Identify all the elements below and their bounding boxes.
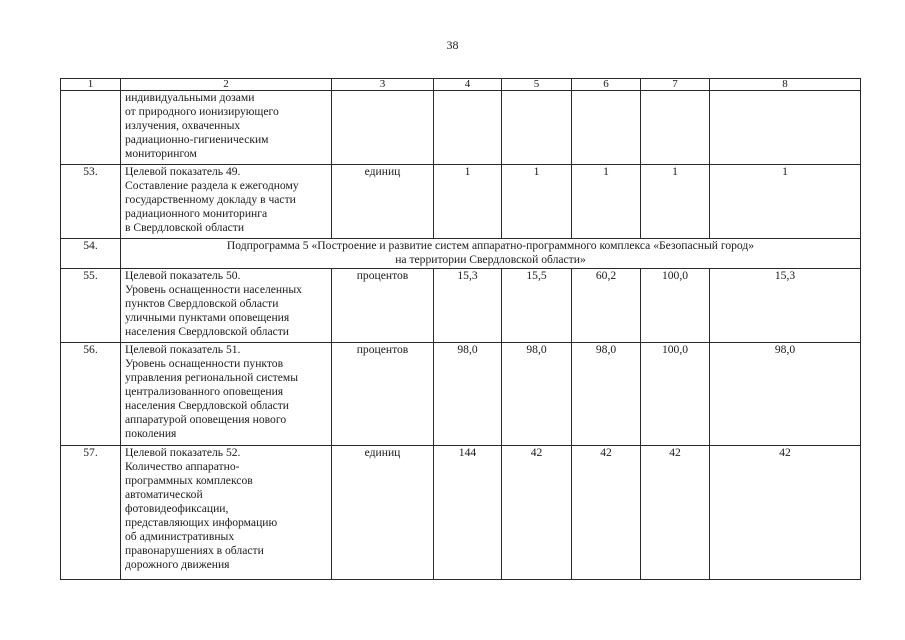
value-cell: 42 (641, 446, 710, 580)
row-number: 55. (61, 269, 121, 343)
value-cell: 98,0 (434, 343, 502, 446)
value-cell: 60,2 (572, 269, 641, 343)
table-row (61, 446, 861, 580)
unit-cell: процентов (332, 343, 434, 446)
indicator-description: Целевой показатель 49. Составление раздела к ежегодному государственному докладу в части радиационного мониторинга в Свердловской области (121, 165, 332, 239)
row-number: 53. (61, 165, 121, 239)
value-cell: 98,0 (710, 343, 861, 446)
value-cell: 100,0 (641, 269, 710, 343)
value-cell: 15,3 (434, 269, 502, 343)
unit-cell: единиц (332, 165, 434, 239)
header-cell: 7 (641, 79, 710, 91)
header-cell: 2 (121, 79, 332, 91)
row-number: 57. (61, 446, 121, 580)
header-cell: 4 (434, 79, 502, 91)
unit-cell: процентов (332, 269, 434, 343)
value-cell (572, 91, 641, 165)
value-cell: 98,0 (572, 343, 641, 446)
unit-cell (332, 91, 434, 165)
value-cell: 1 (710, 165, 861, 239)
value-cell (502, 91, 572, 165)
value-cell (710, 91, 861, 165)
indicator-description: Целевой показатель 51. Уровень оснащенности пунктов управления региональной системы централизованного оповещения населения Свердловской области аппаратурой оповещения нового поколения (121, 343, 332, 446)
value-cell: 1 (641, 165, 710, 239)
value-cell: 144 (434, 446, 502, 580)
row-number: 54. (61, 239, 121, 269)
subprogram-title: Подпрограмма 5 «Построение и развитие систем аппаратно-программного комплекса «Безопасный город» на территории Свердловской области» (121, 239, 861, 269)
page-number: 38 (446, 38, 459, 52)
header-cell: 3 (332, 79, 434, 91)
table-row (61, 91, 861, 165)
indicator-description: Целевой показатель 50. Уровень оснащенности населенных пунктов Свердловской области уличными пунктами оповещения населения Свердловской области (121, 269, 332, 343)
value-cell: 42 (572, 446, 641, 580)
subprogram-row (61, 239, 861, 269)
value-cell: 1 (572, 165, 641, 239)
indicator-description: индивидуальными дозами от природного ионизирующего излучения, охваченных радиационно-гигиеническим мониторингом (121, 91, 332, 165)
value-cell: 42 (502, 446, 572, 580)
value-cell (641, 91, 710, 165)
header-cell: 8 (710, 79, 861, 91)
value-cell: 1 (502, 165, 572, 239)
table-row (61, 343, 861, 446)
value-cell: 98,0 (502, 343, 572, 446)
header-cell: 5 (502, 79, 572, 91)
value-cell: 15,3 (710, 269, 861, 343)
table-header-row (61, 79, 861, 91)
value-cell: 15,5 (502, 269, 572, 343)
unit-cell: единиц (332, 446, 434, 580)
row-number: 56. (61, 343, 121, 446)
value-cell: 42 (710, 446, 861, 580)
table-row (61, 269, 861, 343)
value-cell (434, 91, 502, 165)
value-cell: 100,0 (641, 343, 710, 446)
header-cell: 6 (572, 79, 641, 91)
header-cell: 1 (61, 79, 121, 91)
indicator-description: Целевой показатель 52. Количество аппаратно- программных комплексов автоматической фотовидеофиксации, представляющих информацию об административных правонарушениях в области дорожного движения (121, 446, 332, 580)
row-number (61, 91, 121, 165)
indicators-table (60, 78, 861, 580)
value-cell: 1 (434, 165, 502, 239)
table-row (61, 165, 861, 239)
